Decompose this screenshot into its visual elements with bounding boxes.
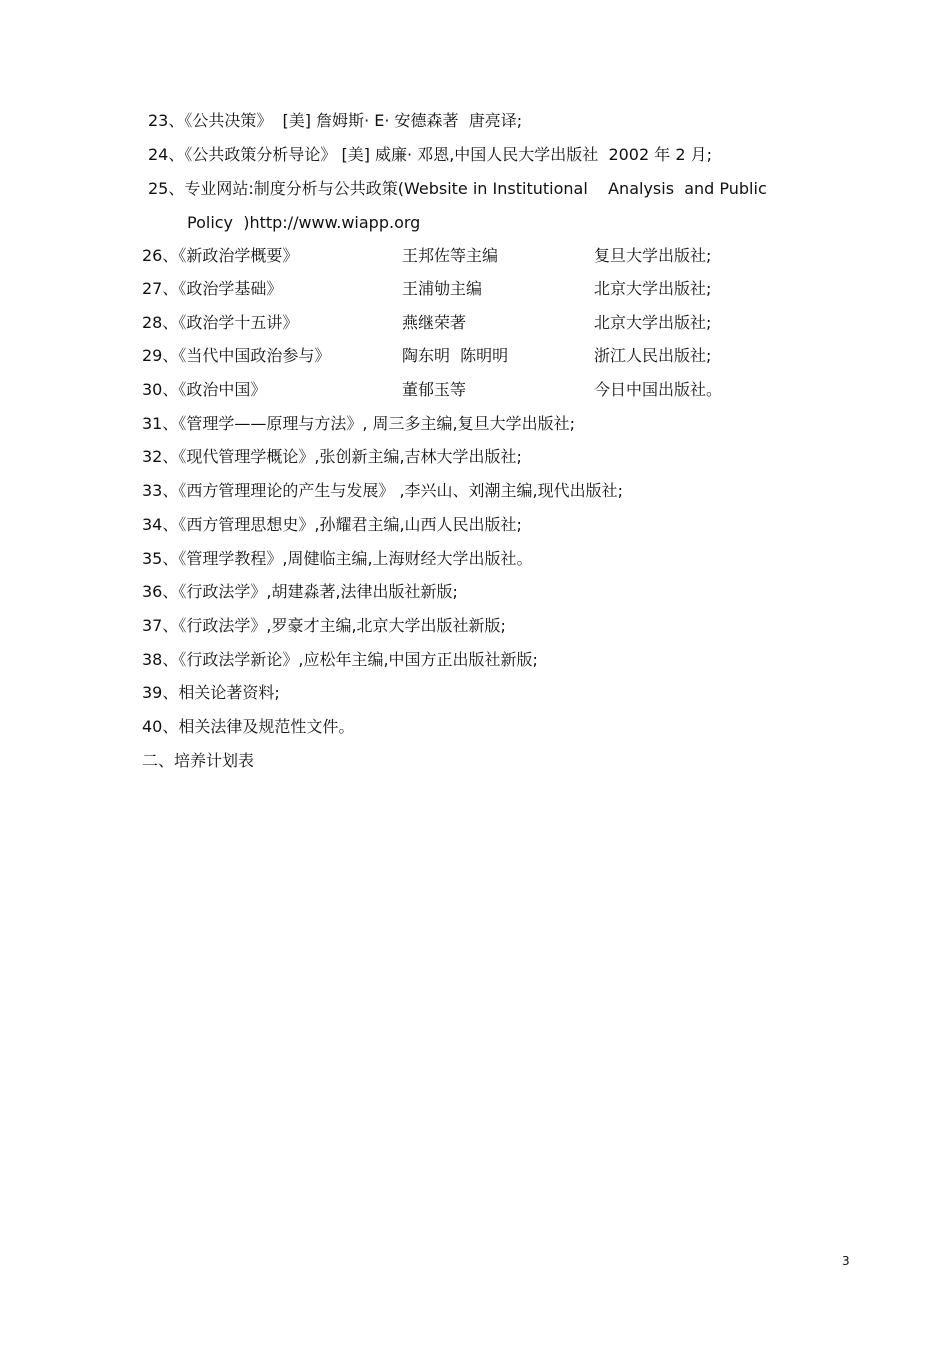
reference-author: 燕继荣著 bbox=[402, 313, 467, 332]
reference-item-39: 39、相关论著资料; bbox=[142, 683, 280, 702]
reference-publisher: 复旦大学出版社; bbox=[594, 246, 712, 265]
reference-author: 王浦劬主编 bbox=[402, 279, 483, 298]
reference-title: 26、《新政治学概要》 bbox=[142, 246, 299, 265]
reference-item-40: 40、相关法律及规范性文件。 bbox=[142, 717, 355, 736]
reference-title: 30、《政治中国》 bbox=[142, 380, 267, 399]
reference-author: 王邦佐等主编 bbox=[402, 246, 499, 265]
reference-item-25-line2: Policy )http://www.wiapp.org bbox=[187, 213, 421, 232]
reference-item-31: 31、《管理学——原理与方法》, 周三多主编,复旦大学出版社; bbox=[142, 414, 576, 433]
reference-author: 董郁玉等 bbox=[402, 380, 467, 399]
page-number: 3 bbox=[842, 1254, 850, 1268]
reference-item-33: 33、《西方管理理论的产生与发展》 ,李兴山、刘潮主编,现代出版社; bbox=[142, 481, 624, 500]
reference-publisher: 今日中国出版社。 bbox=[594, 380, 723, 399]
reference-publisher: 浙江人民出版社; bbox=[594, 346, 712, 365]
reference-item-25-line1: 25、专业网站:制度分析与公共政策(Website in Institutional Analysis and Public bbox=[148, 179, 767, 198]
section-heading: 二、培养计划表 bbox=[142, 751, 255, 770]
reference-item-23: 23、《公共决策》 [美] 詹姆斯· E· 安德森著 唐亮译; bbox=[148, 111, 523, 130]
reference-item-36: 36、《行政法学》,胡建淼著,法律出版社新版; bbox=[142, 582, 458, 601]
reference-item-34: 34、《西方管理思想史》,孙耀君主编,山西人民出版社; bbox=[142, 515, 522, 534]
reference-item-37: 37、《行政法学》,罗豪才主编,北京大学出版社新版; bbox=[142, 616, 506, 635]
reference-item-32: 32、《现代管理学概论》,张创新主编,吉林大学出版社; bbox=[142, 447, 522, 466]
reference-author: 陶东明 陈明明 bbox=[402, 346, 509, 365]
reference-item-35: 35、《管理学教程》,周健临主编,上海财经大学出版社。 bbox=[142, 549, 533, 568]
reference-item-38: 38、《行政法学新论》,应松年主编,中国方正出版社新版; bbox=[142, 650, 538, 669]
reference-title: 27、《政治学基础》 bbox=[142, 279, 283, 298]
reference-item-24: 24、《公共政策分析导论》 [美] 威廉· 邓恩,中国人民大学出版社 2002 年 2 月; bbox=[148, 145, 712, 164]
reference-title: 28、《政治学十五讲》 bbox=[142, 313, 299, 332]
reference-publisher: 北京大学出版社; bbox=[594, 279, 712, 298]
reference-publisher: 北京大学出版社; bbox=[594, 313, 712, 332]
reference-title: 29、《当代中国政治参与》 bbox=[142, 346, 331, 365]
